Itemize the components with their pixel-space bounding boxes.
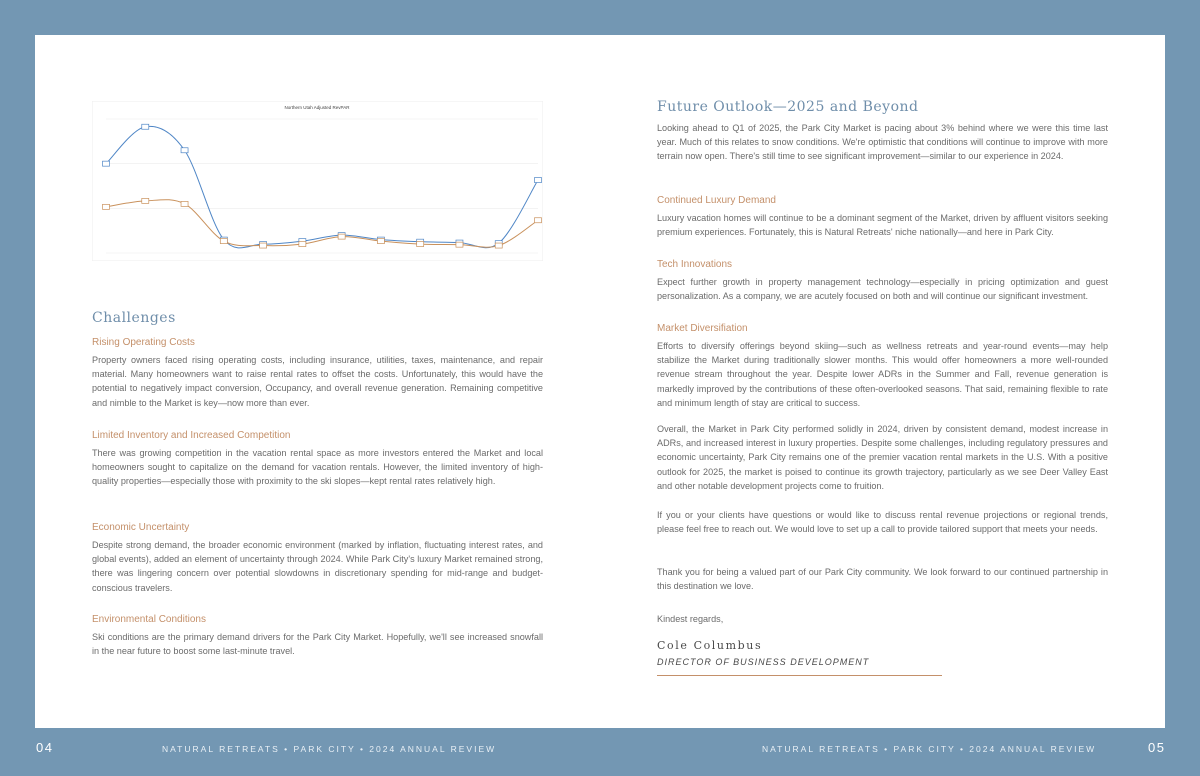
chart-point bbox=[417, 242, 424, 247]
outlook-text-2: Expect further growth in property management technology—especially in pricing optimization and guest personalization. As a company, we are acutely focused on both and will continue our significant investment. bbox=[657, 277, 1108, 302]
chart-point bbox=[103, 204, 110, 209]
chart-point bbox=[181, 148, 188, 153]
contact-paragraph: If you or your clients have questions or would like to discuss rental revenue projections or regional trends, please feel free to reach out. We would love to set up a call to provide tailored support that meets your needs. bbox=[657, 510, 1108, 535]
chart-point bbox=[535, 178, 542, 183]
document-page bbox=[35, 35, 1165, 728]
outlook-title-2: Tech Innovations bbox=[657, 259, 733, 270]
chart-point bbox=[181, 201, 188, 206]
footer-right-text: NATURAL RETREATS • PARK CITY • 2024 ANNUAL REVIEW bbox=[762, 744, 1097, 754]
challenge-title-4: Environmental Conditions bbox=[92, 614, 206, 625]
chart-point bbox=[535, 218, 542, 223]
chart-point bbox=[338, 234, 345, 239]
chart-point bbox=[495, 243, 502, 248]
closing-text: Kindest regards, bbox=[657, 614, 724, 624]
chart-point bbox=[456, 242, 463, 247]
outlook-text: Looking ahead to Q1 of 2025, the Park City Market is pacing about 3% behind where we were this time last year. Much of this relates to snow conditions. We're optimistic that conditions will continue to improve with more terrain now open. There's still time to see significant improvement—similar to our experience in 2024. bbox=[657, 123, 1108, 162]
page-number-left: 04 bbox=[36, 740, 54, 755]
challenge-text-3: Despite strong demand, the broader economic environment (marked by inflation, fluctuating interest rates, and global events), added an element of uncertainty through 2024. While Park City's luxury Market remained strong, there was lingering concern over potential slowdowns in discretionary spending for mid-range and budget-conscious travelers. bbox=[92, 540, 543, 593]
page-number-right: 05 bbox=[1148, 740, 1166, 755]
challenge-title-2: Limited Inventory and Increased Competition bbox=[92, 430, 291, 441]
signer-name: Cole Columbus bbox=[657, 639, 763, 652]
chart-point bbox=[220, 239, 227, 244]
challenges-heading: Challenges bbox=[92, 310, 176, 326]
chart-frame bbox=[92, 101, 543, 261]
challenge-text-1: Property owners faced rising operating costs, including insurance, utilities, taxes, maintenance, and repair material. Many homeowners want to raise rental rates to offset the costs. Unfortunately, this would have the potential to negatively impact conversion, Occupancy, and overall revenue generation. Remaining competitive and nimble to the Market is key—now more than ever. bbox=[92, 355, 543, 408]
revpar-chart bbox=[92, 101, 543, 261]
outlook-heading: Future Outlook—2025 and Beyond bbox=[657, 99, 919, 115]
challenge-text-4: Ski conditions are the primary demand drivers for the Park City Market. Hopefully, we'll see increased snowfall in the near future to boost some last-minute travel. bbox=[92, 632, 543, 657]
outlook-text-3: Efforts to diversify offerings beyond skiing—such as wellness retreats and year-round events—may help stabilize the Market during traditionally slower months. This would offer homeowners a more well-rounded revenue stream throughout the year. Despite lower ADRs in the Summer and Fall, revenue generation is markedly improved by the contributions of these often-overlooked seasons. That said, remaining flexible to rate and minimum length of stay are critical to success. bbox=[657, 341, 1108, 408]
chart-point bbox=[260, 243, 267, 248]
challenge-title-3: Economic Uncertainty bbox=[92, 522, 190, 533]
chart-point bbox=[142, 124, 149, 129]
challenge-title-1: Rising Operating Costs bbox=[92, 337, 195, 348]
chart-title: Northern Utah Adjusted RevPAR bbox=[284, 105, 350, 110]
thanks-paragraph: Thank you for being a valued part of our Park City community. We look forward to our continued partnership in this destination we love. bbox=[657, 567, 1108, 592]
signer-title: DIRECTOR OF BUSINESS DEVELOPMENT bbox=[657, 657, 870, 667]
challenge-text-2: There was growing competition in the vacation rental space as more investors entered the Market and local homeowners sought to capitalize on the demand for vacation rentals. However, the limited inventory of high-quality properties—especially those with proximity to the ski slopes—kept rental rates relatively high. bbox=[92, 448, 543, 487]
outlook-title-3: Market Diversifiation bbox=[657, 323, 748, 334]
outlook-title-1: Continued Luxury Demand bbox=[657, 195, 776, 206]
chart-point bbox=[142, 198, 149, 203]
chart-point bbox=[377, 239, 384, 244]
chart-svg bbox=[92, 101, 543, 261]
overall-paragraph: Overall, the Market in Park City performed solidly in 2024, driven by consistent demand, modest increase in ADRs, and increased interest in luxury properties. Despite some challenges, including regulatory pressures and economic uncertainty, Park City remains one of the premier vacation rental markets in the U.S. With a positive outlook for 2025, the market is poised to continue its growth trajectory, particularly as we see Deer Valley East and other notable development projects come to fruition. bbox=[657, 424, 1108, 491]
chart-point bbox=[299, 242, 306, 247]
chart-point bbox=[103, 161, 110, 166]
signature-rule bbox=[657, 675, 942, 676]
footer-left-text: NATURAL RETREATS • PARK CITY • 2024 ANNUAL REVIEW bbox=[162, 744, 497, 754]
outlook-text-1: Luxury vacation homes will continue to be a dominant segment of the Market, driven by affluent visitors seeking premium experiences. Fortunately, this is Natural Retreats' niche nationally—and here in Park City. bbox=[657, 213, 1108, 238]
